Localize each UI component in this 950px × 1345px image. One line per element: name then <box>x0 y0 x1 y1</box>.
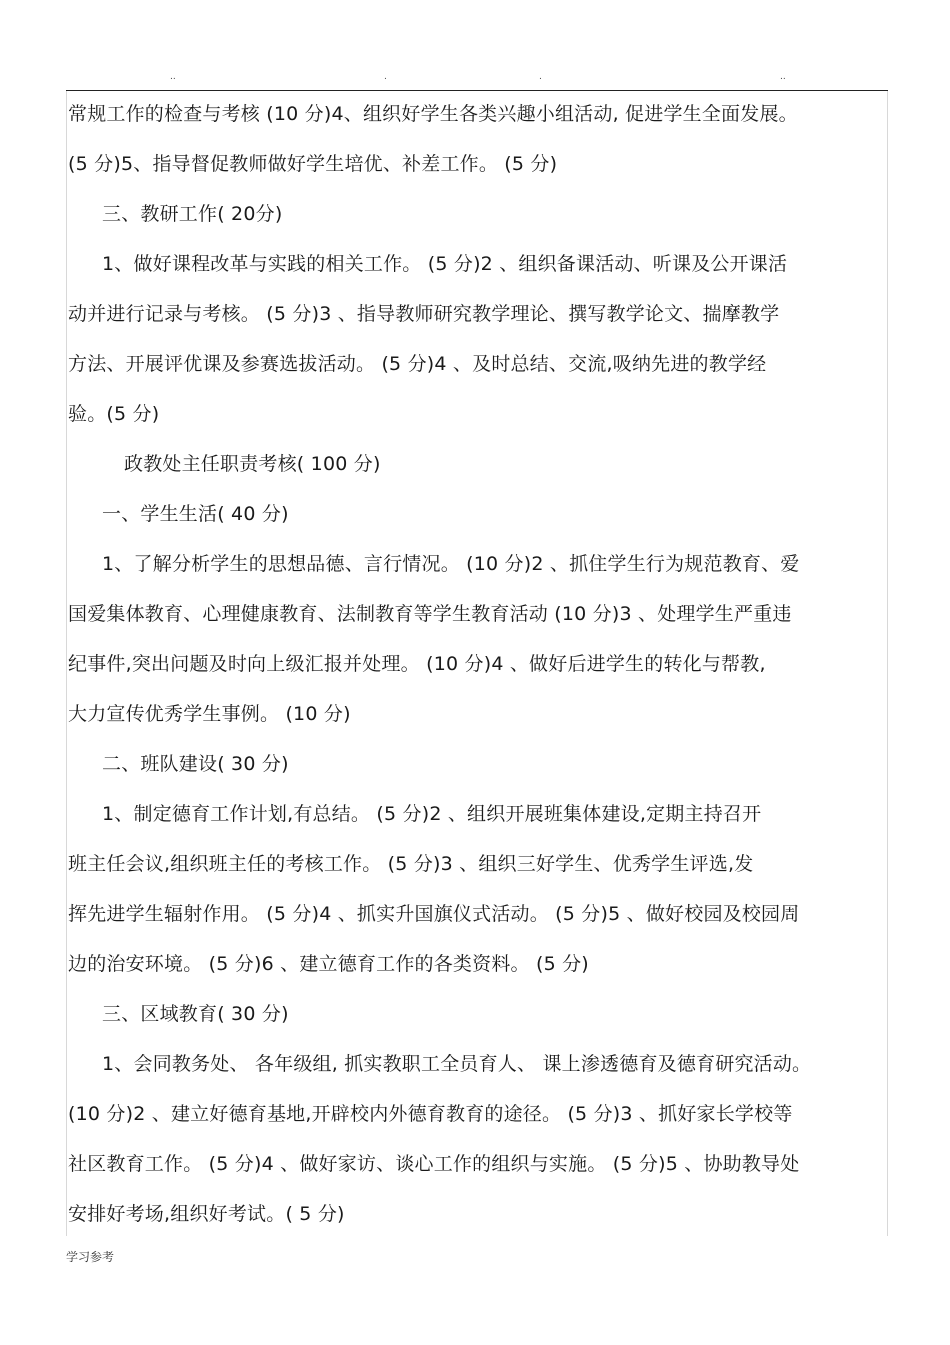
body-line: 班主任会议,组织班主任的考核工作。 (5 分)3 、组织三好学生、优秀学生评选,发 <box>68 853 754 875</box>
body-line: 常规工作的检查与考核 (10 分)4、组织好学生各类兴趣小组活动, 促进学生全面发展。 <box>68 103 798 125</box>
body-line: 社区教育工作。 (5 分)4 、做好家访、谈心工作的组织与实施。 (5 分)5 、协助教导处 <box>68 1153 800 1175</box>
body-line: 国爱集体教育、心理健康教育、法制教育等学生教育活动 (10 分)3 、处理学生严重违 <box>68 603 792 625</box>
body-line: 边的治安环境。 (5 分)6 、建立德育工作的各类资料。 (5 分) <box>68 953 589 975</box>
body-line: 1、制定德育工作计划,有总结。 (5 分)2 、组织开展班集体建设,定期主持召开 <box>102 803 762 825</box>
left-margin-rule <box>66 91 67 1236</box>
section-heading: 二、班队建设( 30 分) <box>102 753 289 775</box>
body-line: 1、会同教务处、 各年级组, 抓实教职工全员育人、 课上渗透德育及德育研究活动。 <box>102 1053 812 1075</box>
body-line: 大力宣传优秀学生事例。 (10 分) <box>68 703 351 725</box>
section-heading: 一、学生生活( 40 分) <box>102 503 289 525</box>
header-divider <box>66 90 888 91</box>
footer-label: 学习参考 <box>66 1250 115 1264</box>
header-mark: .. <box>780 72 786 82</box>
body-line: 方法、开展评优课及参赛选拔活动。 (5 分)4 、及时总结、交流,吸纳先进的教学经 <box>68 353 767 375</box>
body-line: 1、了解分析学生的思想品德、言行情况。 (10 分)2 、抓住学生行为规范教育、爱 <box>102 553 800 575</box>
header-marks <box>0 72 950 86</box>
body-line: 挥先进学生辐射作用。 (5 分)4 、抓实升国旗仪式活动。 (5 分)5 、做好校园及校园周 <box>68 903 800 925</box>
header-mark: . <box>539 72 542 82</box>
body-line: 纪事件,突出问题及时向上级汇报并处理。 (10 分)4 、做好后进学生的转化与帮教, <box>68 653 766 675</box>
document-subtitle: 政教处主任职责考核( 100 分) <box>124 453 381 475</box>
document-body <box>68 93 886 1243</box>
body-line: (5 分)5、指导督促教师做好学生培优、补差工作。 (5 分) <box>68 153 558 175</box>
body-line: 动并进行记录与考核。 (5 分)3 、指导教师研究教学理论、撰写教学论文、揣摩教学 <box>68 303 780 325</box>
right-margin-rule <box>887 91 888 1236</box>
body-line: 1、做好课程改革与实践的相关工作。 (5 分)2 、组织备课活动、听课及公开课活 <box>102 253 788 275</box>
body-line: (10 分)2 、建立好德育基地,开辟校内外德育教育的途径。 (5 分)3 、抓好家长学校等 <box>68 1103 793 1125</box>
section-heading: 三、教研工作( 20分) <box>102 203 283 225</box>
header-mark: . <box>384 72 387 82</box>
body-line: 安排好考场,组织好考试。( 5 分) <box>68 1203 345 1225</box>
body-line: 验。(5 分) <box>68 403 160 425</box>
header-mark: .. <box>170 72 176 82</box>
section-heading: 三、区域教育( 30 分) <box>102 1003 289 1025</box>
